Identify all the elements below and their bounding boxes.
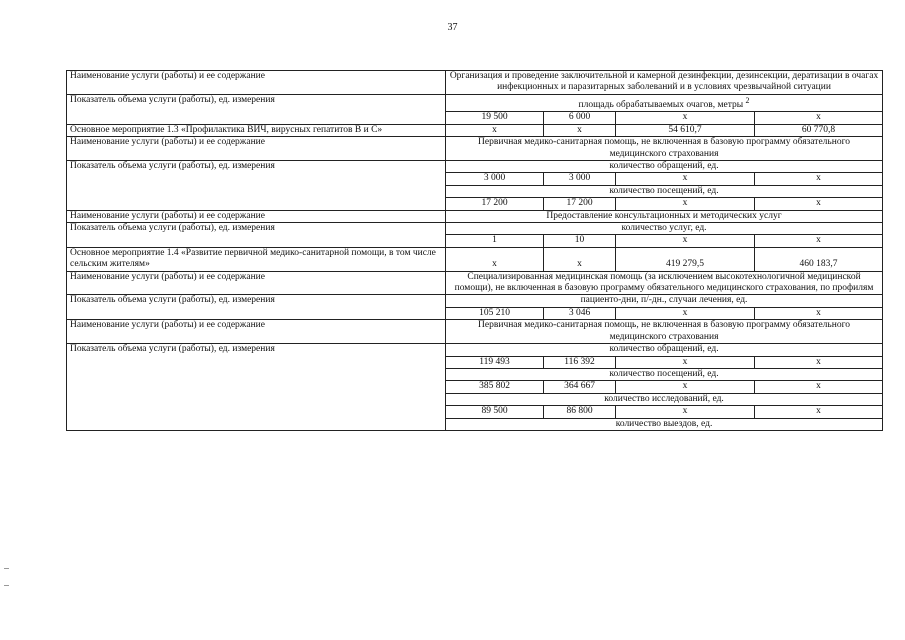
table-row xyxy=(67,320,883,344)
value-cell: 105 210 xyxy=(446,307,544,319)
indicator-unit: количество посещений, ед. xyxy=(446,368,883,380)
table-row xyxy=(67,295,883,307)
value-cell: х xyxy=(755,235,883,247)
value-cell: 17 200 xyxy=(446,198,544,210)
value-cell: 89 500 xyxy=(446,406,544,418)
value-cell: х xyxy=(755,406,883,418)
value-cell: х xyxy=(446,124,544,136)
value-cell: 364 667 xyxy=(544,381,616,393)
scan-edge-mark xyxy=(4,568,9,586)
table-row xyxy=(67,344,883,356)
indicator-unit: количество посещений, ед. xyxy=(446,185,883,197)
table-row xyxy=(67,271,883,295)
table-row xyxy=(67,161,883,173)
value-cell: 54 610,7 xyxy=(616,124,755,136)
row-label: Наименование услуги (работы) и ее содержание xyxy=(67,320,446,344)
value-cell: х xyxy=(616,307,755,319)
service-description: Предоставление консультационных и методических услуг xyxy=(446,210,883,222)
indicator-unit: количество обращений, ед. xyxy=(446,344,883,356)
service-description: Первичная медико-санитарная помощь, не включенная в базовую программу обязательного медицинского страхования xyxy=(446,320,883,344)
value-cell: 1 xyxy=(446,235,544,247)
value-cell: 6 000 xyxy=(544,112,616,124)
value-cell: 3 000 xyxy=(544,173,616,185)
indicator-unit: пациенто-дни, п/-дн., случаи лечения, ед. xyxy=(446,295,883,307)
value-cell: х xyxy=(616,381,755,393)
services-table xyxy=(66,70,883,431)
row-label: Показатель объема услуги (работы), ед. измерения xyxy=(67,223,446,248)
row-label: Наименование услуги (работы) и ее содержание xyxy=(67,137,446,161)
row-label: Наименование услуги (работы) и ее содержание xyxy=(67,71,446,95)
value-cell: х xyxy=(755,173,883,185)
value-cell: х xyxy=(755,198,883,210)
value-cell: х xyxy=(755,307,883,319)
value-cell: х xyxy=(544,124,616,136)
service-description: Первичная медико-санитарная помощь, не включенная в базовую программу обязательного медицинского страхования xyxy=(446,137,883,161)
row-label: Наименование услуги (работы) и ее содержание xyxy=(67,271,446,295)
table-row xyxy=(67,137,883,161)
value-cell: 17 200 xyxy=(544,198,616,210)
value-cell: 119 493 xyxy=(446,356,544,368)
value-cell: 10 xyxy=(544,235,616,247)
unit-superscript: 2 xyxy=(745,95,750,105)
service-description: Организация и проведение заключительной и камерной дезинфекции, дезинсекции, дератизации в очагах инфекционных и паразитарных заболеваний и в условиях чрезвычайной ситуации xyxy=(446,71,883,95)
service-description: Специализированная медицинская помощь (за исключением высокотехнологичной медицинской помощи), не включенная в базовую программу обязательного медицинского страхования, по профилям xyxy=(446,271,883,295)
value-cell: 19 500 xyxy=(446,112,544,124)
indicator-unit: количество выездов, ед. xyxy=(446,418,883,430)
value-cell: х xyxy=(755,356,883,368)
row-label: Показатель объема услуги (работы), ед. измерения xyxy=(67,161,446,211)
value-cell: х xyxy=(616,356,755,368)
page-number: 37 xyxy=(447,22,458,33)
row-label: Показатель объема услуги (работы), ед. измерения xyxy=(67,94,446,124)
table-row xyxy=(67,223,883,235)
value-cell: х xyxy=(616,112,755,124)
indicator-unit: количество исследований, ед. xyxy=(446,393,883,405)
indicator-unit xyxy=(446,94,883,112)
value-cell: х xyxy=(616,173,755,185)
row-label: Показатель объема услуги (работы), ед. измерения xyxy=(67,344,446,431)
value-cell: 385 802 xyxy=(446,381,544,393)
event-name: Основное мероприятие 1.4 «Развитие первичной медико-санитарной помощи, в том числе сельским жителям» xyxy=(67,247,446,271)
value-cell: х xyxy=(616,406,755,418)
indicator-unit: количество обращений, ед. xyxy=(446,161,883,173)
table-row xyxy=(67,210,883,222)
value-cell: х xyxy=(616,198,755,210)
table-row xyxy=(67,71,883,95)
indicator-unit: количество услуг, ед. xyxy=(446,223,883,235)
value-cell: 3 000 xyxy=(446,173,544,185)
value-cell: х xyxy=(616,235,755,247)
value-cell: 116 392 xyxy=(544,356,616,368)
value-cell: 460 183,7 xyxy=(755,247,883,271)
unit-text: площадь обрабатываемых очагов, метры xyxy=(578,99,744,110)
value-cell: 86 800 xyxy=(544,406,616,418)
value-cell: х xyxy=(755,381,883,393)
value-cell: 419 279,5 xyxy=(616,247,755,271)
value-cell: х xyxy=(755,112,883,124)
table-row xyxy=(67,124,883,136)
event-name: Основное мероприятие 1.3 «Профилактика ВИЧ, вирусных гепатитов В и С» xyxy=(67,124,446,136)
value-cell: х xyxy=(446,247,544,271)
table-row xyxy=(67,247,883,271)
value-cell: 3 046 xyxy=(544,307,616,319)
row-label: Наименование услуги (работы) и ее содержание xyxy=(67,210,446,222)
value-cell: 60 770,8 xyxy=(755,124,883,136)
row-label: Показатель объема услуги (работы), ед. измерения xyxy=(67,295,446,320)
value-cell: х xyxy=(544,247,616,271)
table-row xyxy=(67,94,883,112)
